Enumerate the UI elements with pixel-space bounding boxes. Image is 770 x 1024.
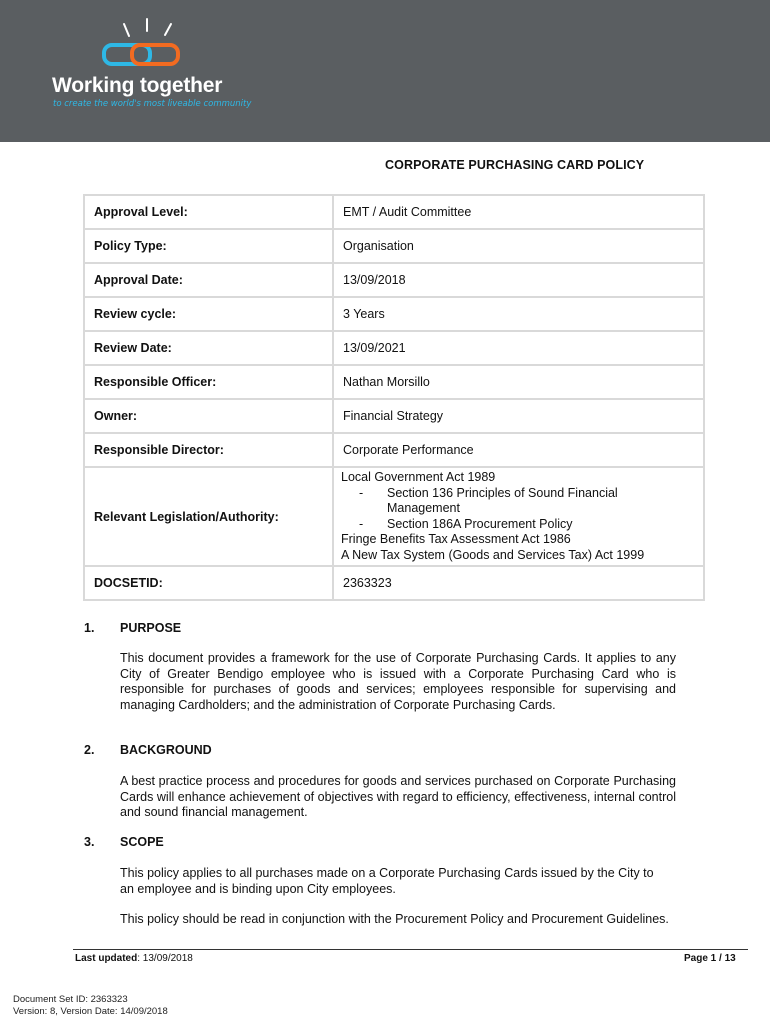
section-paragraph: A best practice process and procedures for goods and services purchased on Corporate Purchasing Cards will enhance achievement of objectives with regard to efficiency, effectiveness, internal control and sound financial management. — [120, 774, 676, 819]
legislation-act: Fringe Benefits Tax Assessment Act 1986 — [341, 532, 571, 546]
metadata-value: Nathan Morsillo — [333, 365, 704, 399]
metadata-value: 13/09/2021 — [333, 331, 704, 365]
document-title: CORPORATE PURCHASING CARD POLICY — [385, 158, 645, 172]
legislation-act: A New Tax System (Goods and Services Tax) Act 1999 — [341, 547, 645, 562]
table-row — [84, 467, 704, 566]
metadata-label: Review cycle: — [84, 297, 333, 331]
legislation-subitem — [341, 517, 696, 533]
section-paragraph: This policy applies to all purchases made on a Corporate Purchasing Cards issued by the City to an employee and is binding upon City employees. — [120, 866, 654, 896]
logo-title: Working together — [52, 74, 223, 97]
metadata-label: Relevant Legislation/Authority: — [84, 467, 333, 566]
metadata-label: Approval Date: — [84, 263, 333, 297]
metadata-label: Responsible Officer: — [84, 365, 333, 399]
section-title: SCOPE — [120, 835, 164, 849]
metadata-label: Review Date: — [84, 331, 333, 365]
footer-divider — [73, 949, 748, 950]
table-row — [84, 566, 704, 600]
legislation-subitem-text: Section 186A Procurement Policy — [387, 516, 573, 531]
table-row — [84, 263, 704, 297]
section-paragraph: This policy should be read in conjunction with the Procurement Policy and Procurement Guidelines. — [120, 912, 669, 926]
section-heading-background — [84, 743, 212, 757]
last-updated-value: : 13/09/2018 — [137, 953, 193, 964]
metadata-value: 13/09/2018 — [333, 263, 704, 297]
version-info: Version: 8, Version Date: 14/09/2018 — [13, 1006, 168, 1017]
logo-tagline: to create the world's most liveable community — [53, 99, 252, 109]
table-row — [84, 297, 704, 331]
legislation-subitem-text: Section 136 Principles of Sound Financial — [387, 485, 618, 500]
table-row — [84, 399, 704, 433]
legislation-subitem-continued: Management — [387, 501, 460, 515]
document-set-id: Document Set ID: 2363323 — [13, 994, 128, 1005]
last-updated-label: Last updated — [75, 953, 138, 964]
legislation-list — [333, 467, 704, 566]
header-banner — [0, 0, 770, 142]
metadata-value: Corporate Performance — [333, 433, 704, 467]
legislation-act: Local Government Act 1989 — [341, 470, 496, 484]
metadata-label: Owner: — [84, 399, 333, 433]
metadata-value: 2363323 — [333, 566, 704, 600]
metadata-value: EMT / Audit Committee — [333, 195, 704, 229]
table-row — [84, 365, 704, 399]
section-title: PURPOSE — [120, 621, 182, 635]
metadata-value: Organisation — [333, 229, 704, 263]
document-set-info — [13, 994, 168, 1018]
section-number: 2. — [84, 743, 95, 757]
metadata-label: Approval Level: — [84, 195, 333, 229]
metadata-value: 3 Years — [333, 297, 704, 331]
legislation-subitem — [341, 486, 696, 502]
section-number: 3. — [84, 835, 95, 849]
metadata-value: Financial Strategy — [333, 399, 704, 433]
section-title: BACKGROUND — [120, 743, 212, 757]
policy-metadata-table — [83, 194, 705, 601]
dash-bullet: - — [359, 485, 364, 500]
metadata-label: Policy Type: — [84, 229, 333, 263]
table-row — [84, 229, 704, 263]
dash-bullet: - — [359, 516, 364, 531]
table-row — [84, 433, 704, 467]
page-number: Page 1 / 13 — [684, 953, 736, 964]
metadata-label: DOCSETID: — [84, 566, 333, 600]
section-paragraph: This document provides a framework for the use of Corporate Purchasing Cards. It applies to any City of Greater Bendigo employee who is issued with a Corporate Purchasing Card who is responsible for purchases of goods and services; employees responsible for supervising and managing Cardholders; and the administration of Corporate Purchasing Cards. — [120, 651, 676, 712]
last-updated — [75, 953, 193, 964]
metadata-label: Responsible Director: — [84, 433, 333, 467]
section-heading-purpose — [84, 621, 181, 635]
table-row — [84, 195, 704, 229]
section-heading-scope — [84, 835, 164, 849]
section-number: 1. — [84, 621, 95, 635]
table-row — [84, 331, 704, 365]
